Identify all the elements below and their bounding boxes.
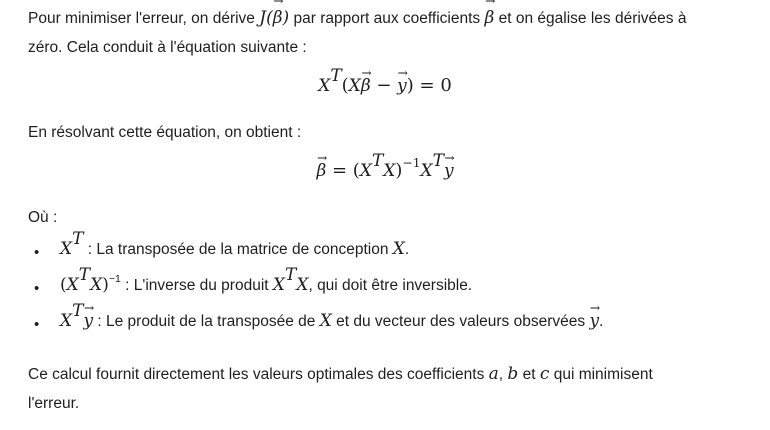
intro-text-2: par rapport aux coefficients — [293, 10, 481, 27]
intro-text-1: Pour minimiser l'erreur, on dérive — [28, 10, 255, 27]
bullet-icon: • — [34, 316, 40, 333]
list-item: $X^T$ : La transposée de la matrice de conception X. — [60, 229, 410, 259]
resolve-text: En résolvant cette équation, on obtient : — [28, 124, 302, 141]
resolve-paragraph — [28, 118, 743, 147]
math-J-beta: J(→ β) — [259, 8, 289, 28]
list-item: $X^T\to y$ : Le produit de la transposée de X et du vecteur des valeurs observées → y. — [60, 311, 750, 331]
intro-paragraph — [28, 4, 743, 62]
equation-normal: $X^T(X\to \beta$ − → y) = 0 — [0, 75, 770, 96]
conclusion-paragraph: Ce calcul fournit directement les valeurs optimales des coefficients a, b et c qui minimisent l'erreur. — [28, 364, 653, 412]
bullet-icon: • — [34, 244, 40, 261]
where-label: Où : — [28, 209, 58, 226]
intro-text-4: zéro. Cela conduit à l'équation suivante : — [28, 39, 307, 56]
intro-text-3: et on égalise les dérivées à — [498, 10, 687, 27]
list-item: $(X^TX)^{-1}$ : L'inverse du produit $X^TX$, qui doit être inversible. — [60, 265, 473, 295]
bullet-icon: • — [34, 280, 40, 297]
equation-solution: → $\beta = (X^TX)^{-1}X^T\to y$ — [0, 160, 770, 181]
math-beta-vector: → β — [484, 4, 494, 33]
